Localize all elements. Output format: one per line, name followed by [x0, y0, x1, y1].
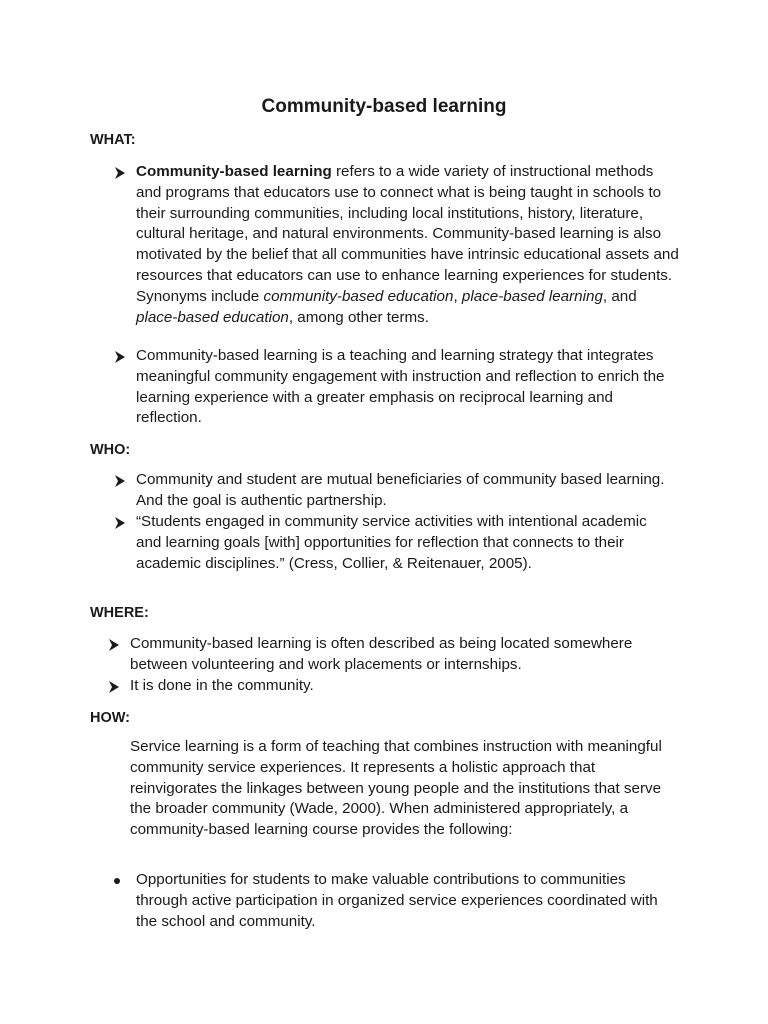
synonym-2: place-based learning: [461, 287, 603, 305]
arrowhead-bullet-icon: [108, 680, 122, 696]
arrowhead-bullet-icon: [114, 350, 128, 366]
arrowhead-bullet-icon: [114, 516, 128, 532]
quote: “Students engaged in community service activities with intentional academic and learning goals [with] opportunities for reflection that connects to their academic disciplines.”: [136, 513, 647, 572]
what-item-2: Community-based learning is a teaching and learning strategy that integrates meaningful community engagement with instruction and reflection to enrich the learning experience with a greater emphasis on reciprocal learning and reflection.: [136, 347, 665, 427]
arrowhead-bullet-icon: [114, 166, 128, 182]
where-item-2: It is done in the community.: [130, 677, 314, 694]
arrowhead-bullet-icon: [114, 474, 128, 490]
section-heading-who: WHO:: [90, 442, 131, 458]
section-heading-how: HOW:: [90, 710, 131, 726]
who-item-1: Community and student are mutual beneficiaries of community based learning. And the goal is authentic partnership.: [136, 471, 665, 509]
section-heading-what: WHAT:: [90, 132, 136, 148]
how-item-1: Opportunities for students to make valuable contributions to communities through active participation in organized service experiences coordinated with the school and community.: [136, 871, 658, 930]
term-bold: Community-based learning: [136, 163, 332, 180]
section-heading-where: WHERE:: [90, 605, 149, 621]
how-paragraph: Service learning is a form of teaching that combines instruction with meaningful community service experiences. It represents a holistic approach that reinvigorates the linkages between young people and the institutions that serve the broader community (Wade, 2000). When administered appropriately, a community-based learning course provides the following:: [130, 738, 662, 839]
what-item-1: Community-based learning refers to a wide variety of instructional methods and programs that educators use to connect what is being taught in schools to their surrounding communities, including local institutions, history, literature, cultural heritage, and natural environments. Community-based learning is also motivated by the belief that all communities have intrinsic educational assets and resources that educators can use to enhance learning experiences for students. Synonyms include community-based education, place-based learning, and place-based education, among other terms.: [136, 163, 679, 326]
arrowhead-bullet-icon: [108, 638, 122, 654]
page-title: Community-based learning: [261, 96, 507, 117]
where-item-1: Community-based learning is often described as being located somewhere between volunteering and work placements or internships.: [130, 635, 633, 673]
dot-bullet-icon: [114, 878, 120, 884]
citation: (Cress, Collier, & Reitenauer, 2005).: [284, 554, 532, 572]
who-item-2: [136, 512, 656, 574]
synonym-3: place-based education: [136, 308, 289, 326]
synonym-1: community-based education: [263, 287, 454, 305]
